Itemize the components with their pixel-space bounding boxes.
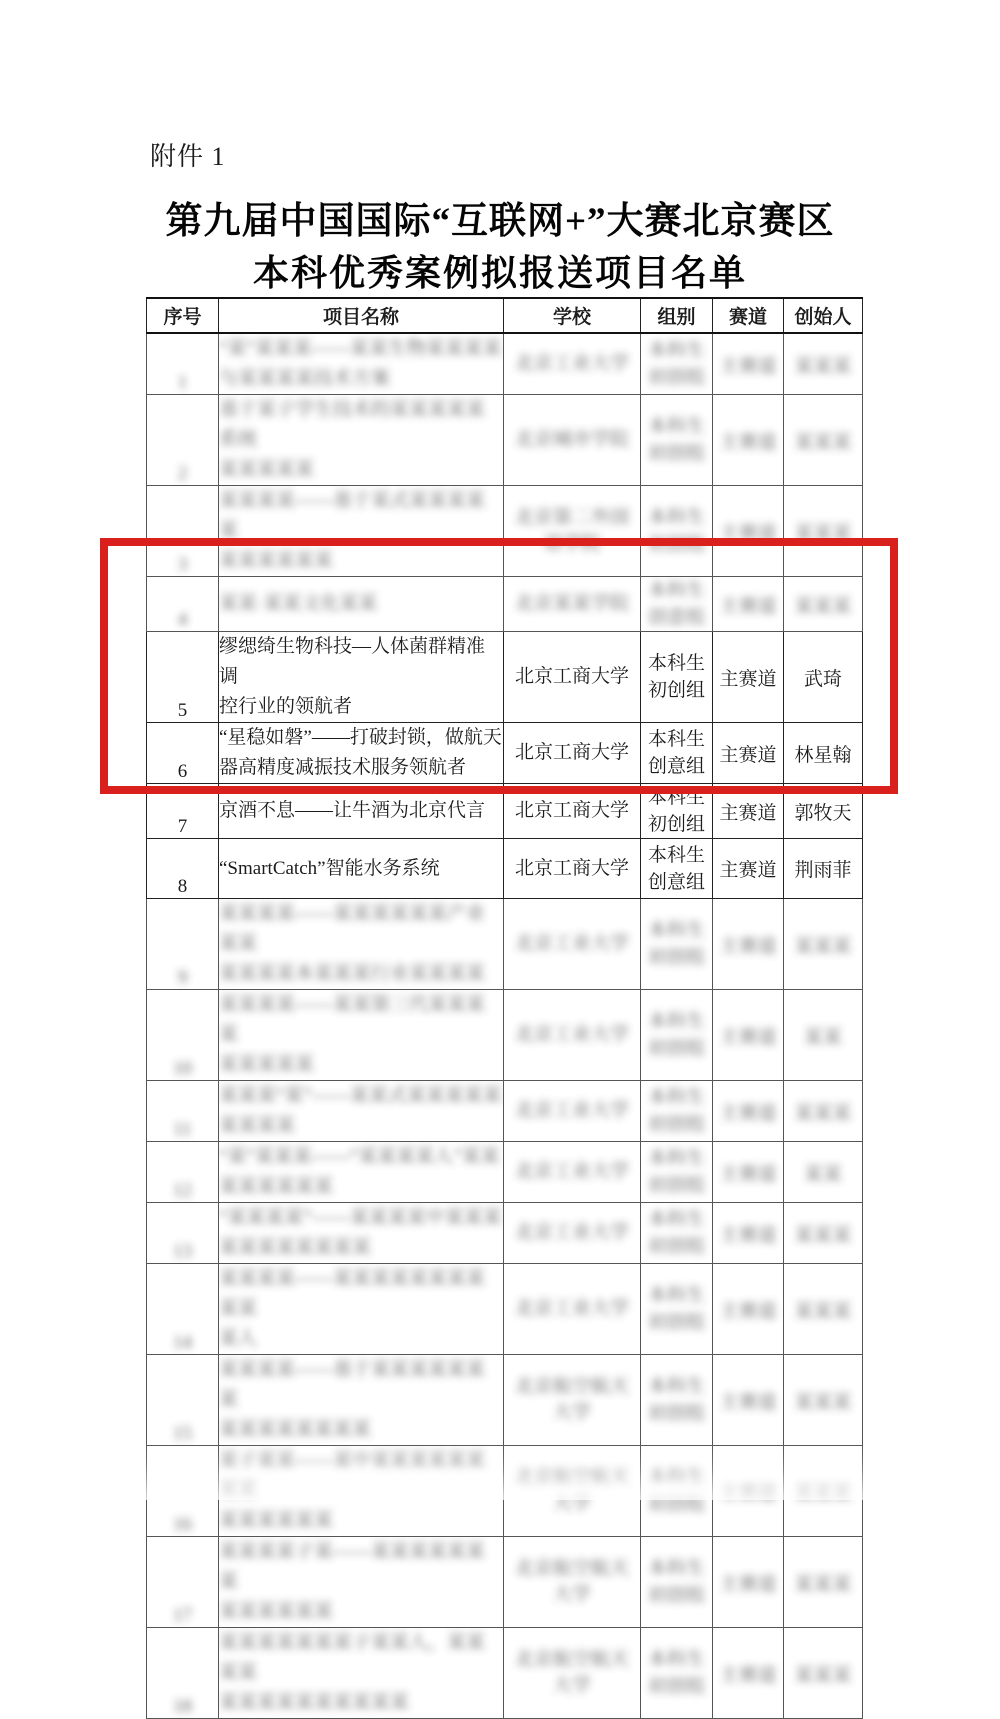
founder-name: 某某某	[784, 577, 863, 632]
school-name: 北京工业大学	[504, 899, 641, 990]
table-row	[147, 333, 863, 395]
founder-name: 某某	[784, 990, 863, 1081]
group-name: 本科生 初创组	[641, 784, 713, 839]
founder-name: 某某某	[784, 395, 863, 486]
founder-name: 某某某	[784, 1446, 863, 1537]
header-index: 序号	[147, 298, 219, 333]
project-name: 某某某某某某某子某某人，某某某某 某某某某某某某某某某	[219, 1628, 504, 1719]
group-name: 本科生 初创组	[641, 1355, 713, 1446]
school-name: 北京工业大学	[504, 1264, 641, 1355]
table-row	[147, 486, 863, 577]
track-name: 主赛道	[713, 333, 784, 395]
table-header-row	[147, 298, 863, 333]
table-row	[147, 1203, 863, 1264]
row-index: 3	[147, 486, 219, 577]
group-name: 本科生 初创组	[641, 1203, 713, 1264]
school-name: 北京工商大学	[504, 723, 641, 784]
group-name: 本科生 初创组	[641, 1537, 713, 1628]
project-name: 某某某“某”——某某式某某某某某 某某某某	[219, 1081, 504, 1142]
project-name: “SmartCatch”智能水务系统	[219, 839, 504, 899]
track-name: 主赛道	[713, 899, 784, 990]
school-name: 北京航空航天 大学	[504, 1446, 641, 1537]
table-row	[147, 395, 863, 486]
group-name: 本科生 初创组	[641, 1628, 713, 1719]
row-index: 17	[147, 1537, 219, 1628]
founder-name: 某某某	[784, 1537, 863, 1628]
row-index: 2	[147, 395, 219, 486]
school-name: 北京工业大学	[504, 990, 641, 1081]
row-index: 4	[147, 577, 219, 632]
table-row	[147, 723, 863, 784]
track-name: 主赛道	[713, 395, 784, 486]
project-name: 某子某某——某中某某某某某某某某 某某某某某某	[219, 1446, 504, 1537]
table-row	[147, 632, 863, 723]
school-name: 北京工商大学	[504, 632, 641, 723]
track-name: 主赛道	[713, 1628, 784, 1719]
project-name: “某”某某某——“某某某某人”某某 某某某某某某	[219, 1142, 504, 1203]
table-row	[147, 784, 863, 839]
row-index: 8	[147, 839, 219, 899]
document-title-line1: 第九届中国国际“互联网+”大赛北京赛区	[165, 201, 835, 242]
founder-name: 郭牧天	[784, 784, 863, 839]
project-name: “某某某某”——某某某某中某某某 某某某某某某某某	[219, 1203, 504, 1264]
header-founder: 创始人	[784, 298, 863, 333]
row-index: 15	[147, 1355, 219, 1446]
header-group: 组别	[641, 298, 713, 333]
school-name: 北京工商大学	[504, 839, 641, 899]
founder-name: 某某某	[784, 486, 863, 577]
school-name: 北京航空航天 大学	[504, 1537, 641, 1628]
track-name: 主赛道	[713, 1264, 784, 1355]
school-name: 北京航空航天 大学	[504, 1355, 641, 1446]
row-index: 6	[147, 723, 219, 784]
project-name: “星稳如磐”——打破封锁，做航天 器高精度减振技术服务领航者	[219, 723, 504, 784]
track-name: 主赛道	[713, 486, 784, 577]
group-name: 本科生 初创组	[641, 632, 713, 723]
group-name: 本科生 创意组	[641, 577, 713, 632]
track-name: 主赛道	[713, 784, 784, 839]
row-index: 13	[147, 1203, 219, 1264]
header-track: 赛道	[713, 298, 784, 333]
founder-name: 某某某	[784, 333, 863, 395]
group-name: 本科生 初创组	[641, 990, 713, 1081]
row-index: 9	[147, 899, 219, 990]
row-index: 1	[147, 333, 219, 395]
group-name: 本科生 创意组	[641, 839, 713, 899]
row-index: 14	[147, 1264, 219, 1355]
track-name: 主赛道	[713, 839, 784, 899]
project-name: 某某某某——某某第三代某某某某 某某某某某	[219, 990, 504, 1081]
projects-table	[146, 297, 863, 1719]
founder-name: 某某某	[784, 1355, 863, 1446]
group-name: 本科生 初创组	[641, 899, 713, 990]
track-name: 主赛道	[713, 723, 784, 784]
track-name: 主赛道	[713, 1446, 784, 1537]
founder-name: 某某某	[784, 1203, 863, 1264]
table-row	[147, 1446, 863, 1537]
school-name: 北京工业大学	[504, 1142, 641, 1203]
table-row	[147, 1355, 863, 1446]
table-row	[147, 1081, 863, 1142]
project-name: 缪缌绮生物科技—人体菌群精准调 控行业的领航者	[219, 632, 504, 723]
table-row	[147, 1264, 863, 1355]
track-name: 主赛道	[713, 632, 784, 723]
row-index: 7	[147, 784, 219, 839]
track-name: 主赛道	[713, 1081, 784, 1142]
project-name: 京酒不息——让牛酒为北京代言	[219, 784, 504, 839]
group-name: 本科生 初创组	[641, 1446, 713, 1537]
founder-name: 某某某	[784, 1264, 863, 1355]
table-row	[147, 899, 863, 990]
header-project-name: 项目名称	[219, 298, 504, 333]
school-name: 北京航空航天 大学	[504, 1628, 641, 1719]
founder-name: 某某某	[784, 1628, 863, 1719]
row-index: 16	[147, 1446, 219, 1537]
founder-name: 某某某	[784, 1081, 863, 1142]
project-name: 某某某某——某某某某某某产业某某 某某某某本某某某行业某某某某	[219, 899, 504, 990]
track-name: 主赛道	[713, 577, 784, 632]
founder-name: 林星翰	[784, 723, 863, 784]
track-name: 主赛道	[713, 1142, 784, 1203]
group-name: 本科生 初创组	[641, 1264, 713, 1355]
project-name: 基于某子学生技术的某某某某某系统 某某某某某	[219, 395, 504, 486]
project-name: 某某·某某文化某某	[219, 577, 504, 632]
school-name: 北京某某学院	[504, 577, 641, 632]
group-name: 本科生 创意组	[641, 723, 713, 784]
school-name: 北京工商大学	[504, 784, 641, 839]
school-name: 北京工业大学	[504, 1203, 641, 1264]
founder-name: 荆雨菲	[784, 839, 863, 899]
group-name: 本科生 初创组	[641, 333, 713, 395]
group-name: 本科生 初创组	[641, 486, 713, 577]
table-row	[147, 1537, 863, 1628]
row-index: 10	[147, 990, 219, 1081]
row-index: 5	[147, 632, 219, 723]
track-name: 主赛道	[713, 1203, 784, 1264]
group-name: 本科生 初创组	[641, 1142, 713, 1203]
school-name: 北京第二外国 语学院	[504, 486, 641, 577]
group-name: 本科生 初创组	[641, 395, 713, 486]
founder-name: 武琦	[784, 632, 863, 723]
group-name: 本科生 初创组	[641, 1081, 713, 1142]
founder-name: 某某某	[784, 899, 863, 990]
school-name: 北京城市学院	[504, 395, 641, 486]
row-index: 11	[147, 1081, 219, 1142]
project-name: 某某某某——某某某某某某某某某某 某人	[219, 1264, 504, 1355]
row-index: 12	[147, 1142, 219, 1203]
school-name: 北京工业大学	[504, 333, 641, 395]
project-name: 某某某某子某——某某某某某某某 某某某某某某	[219, 1537, 504, 1628]
table-row	[147, 577, 863, 632]
track-name: 主赛道	[713, 990, 784, 1081]
table-row	[147, 1142, 863, 1203]
table-row	[147, 839, 863, 899]
project-name: 某某某某——基于某某某某某某某 某某某某某某某某	[219, 1355, 504, 1446]
table-row	[147, 990, 863, 1081]
founder-name: 某某	[784, 1142, 863, 1203]
table-row	[147, 1628, 863, 1719]
attachment-label: 附件 1	[150, 142, 226, 171]
project-name: 某某某某——基于某式某某某某某 某某某某某某	[219, 486, 504, 577]
project-name: “某”某某某——某某生物某某某某 与某某某某技术方案	[219, 333, 504, 395]
school-name: 北京工业大学	[504, 1081, 641, 1142]
header-school: 学校	[504, 298, 641, 333]
row-index: 18	[147, 1628, 219, 1719]
track-name: 主赛道	[713, 1537, 784, 1628]
track-name: 主赛道	[713, 1355, 784, 1446]
document-title-line2: 本科优秀案例拟报送项目名单	[252, 253, 747, 293]
